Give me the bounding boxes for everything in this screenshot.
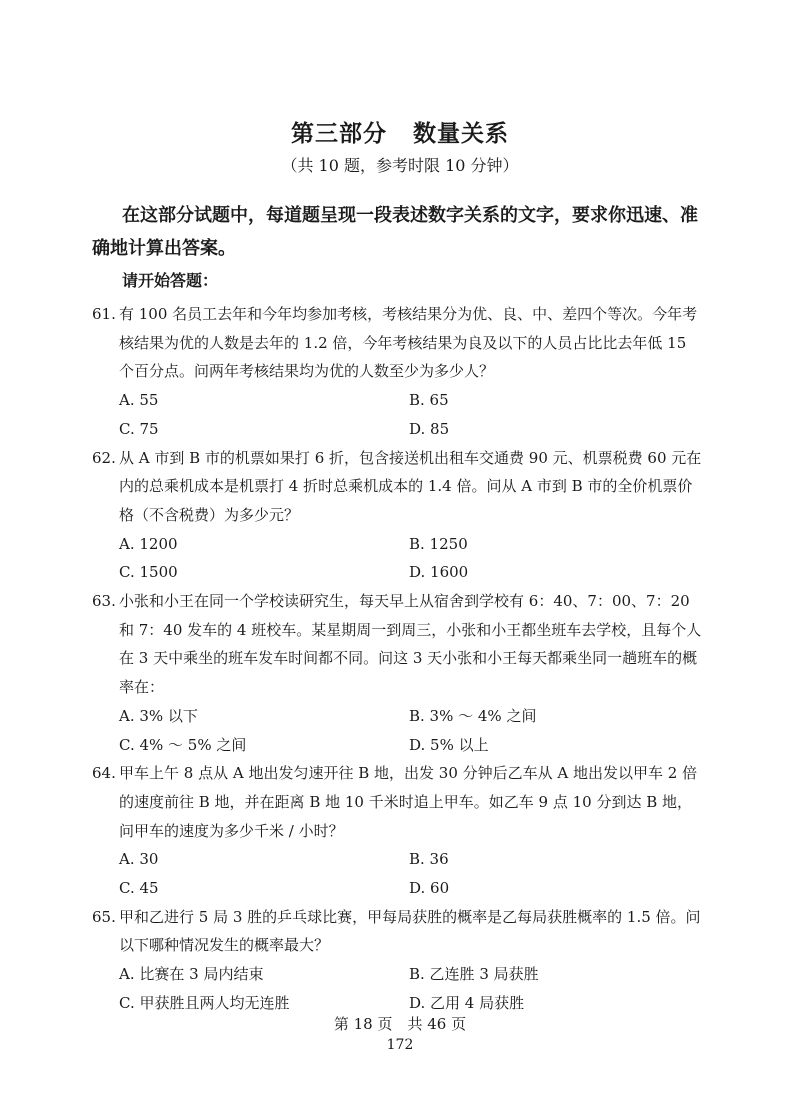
option-a: A. 比赛在 3 局内结束 [119, 965, 264, 984]
option-a: A. 3% 以下 [119, 706, 198, 725]
question-stem: 有 100 名员工去年和今年均参加考核，考核结果分为优、良、中、差四个等次。今年考核结果为优的人数是去年的 1.2 倍，今年考核结果为良及以下的人员占比比去年低 15 个百分点。问两年考核结果均为优的人数至少为多少人？ [119, 305, 698, 381]
question-61 [92, 300, 706, 444]
option-b: B. 3% ～ 4% 之间 [409, 706, 537, 725]
option-d: D. 1600 [409, 563, 469, 582]
question-number: 64. [92, 764, 116, 783]
section-subtitle: （共 10 题，参考时限 10 分钟） [281, 156, 519, 175]
question-stem: 甲和乙进行 5 局 3 胜的乒乓球比赛，甲每局获胜的概率是乙每局获胜概率的 1.5 倍。问以下哪种情况发生的概率最大？ [119, 907, 701, 955]
question-list [92, 300, 706, 1018]
option-c: C. 75 [119, 419, 159, 438]
option-list [92, 530, 706, 587]
question-number: 61. [92, 305, 116, 323]
question-number: 62. [92, 448, 116, 467]
option-c: C. 4% ～ 5% 之间 [119, 735, 247, 754]
option-b: B. 36 [409, 850, 449, 869]
question-stem: 小张和小王在同一个学校读研究生，每天早上从宿舍到学校有 6：40、7：00、7：20 和 7：40 发车的 4 班校车。某星期周一到周三，小张和小王都坐班车去学校，且每个人在 3 天中乘坐的班车发车时间都不同。问这 3 天小张和小王每天都乘坐同一趟班车的概率在： [119, 592, 702, 697]
section-title [0, 115, 800, 148]
option-list [92, 702, 706, 759]
question-62 [92, 444, 706, 588]
option-a: A. 1200 [119, 534, 178, 553]
question-63 [92, 587, 706, 759]
question-65 [92, 903, 706, 1018]
option-list [92, 845, 706, 902]
question-number: 63. [92, 592, 116, 611]
option-c: C. 45 [119, 879, 159, 898]
option-a: A. 30 [119, 850, 159, 869]
option-list [92, 386, 706, 443]
option-list [92, 960, 706, 1017]
option-d: D. 60 [409, 879, 450, 898]
option-c: C. 甲获胜且两人均无连胜 [119, 993, 290, 1012]
option-b: B. 乙连胜 3 局获胜 [409, 965, 539, 984]
page-number: 172 [386, 1037, 414, 1053]
question-number: 65. [92, 907, 116, 926]
option-d: D. 乙用 4 局获胜 [409, 993, 525, 1012]
option-c: C. 1500 [119, 563, 178, 582]
option-a: A. 55 [119, 391, 159, 410]
page-info: 第 18 页 共 46 页 [333, 1015, 467, 1033]
section-part-label: 第三部分 [291, 121, 387, 147]
question-stem: 甲车上午 8 点从 A 地出发匀速开往 B 地，出发 30 分钟后乙车从 A 地出发以甲车 2 倍的速度前往 B 地，并在距离 B 地 10 千米时追上甲车。如乙车 9 点 10 分到达 B 地，问甲车的速度为多少千米 / 小时？ [119, 764, 698, 840]
section-name: 数量关系 [413, 121, 509, 147]
instruction-text: 在这部分试题中，每道题呈现一段表述数字关系的文字，要求你迅速、准确地计算出答案。 [92, 205, 698, 259]
option-d: D. 85 [409, 419, 450, 438]
question-64 [92, 759, 706, 903]
option-b: B. 65 [409, 391, 449, 410]
option-d: D. 5% 以上 [409, 735, 489, 754]
question-stem: 从 A 市到 B 市的机票如果打 6 折，包含接送机出租车交通费 90 元、机票税费 60 元在内的总乘机成本是机票打 4 折时总乘机成本的 1.4 倍。问从 A 市到 B 市的全价机票价格（不含税费）为多少元？ [119, 448, 702, 524]
start-label: 请开始答题： [122, 271, 219, 290]
option-b: B. 1250 [409, 534, 468, 553]
